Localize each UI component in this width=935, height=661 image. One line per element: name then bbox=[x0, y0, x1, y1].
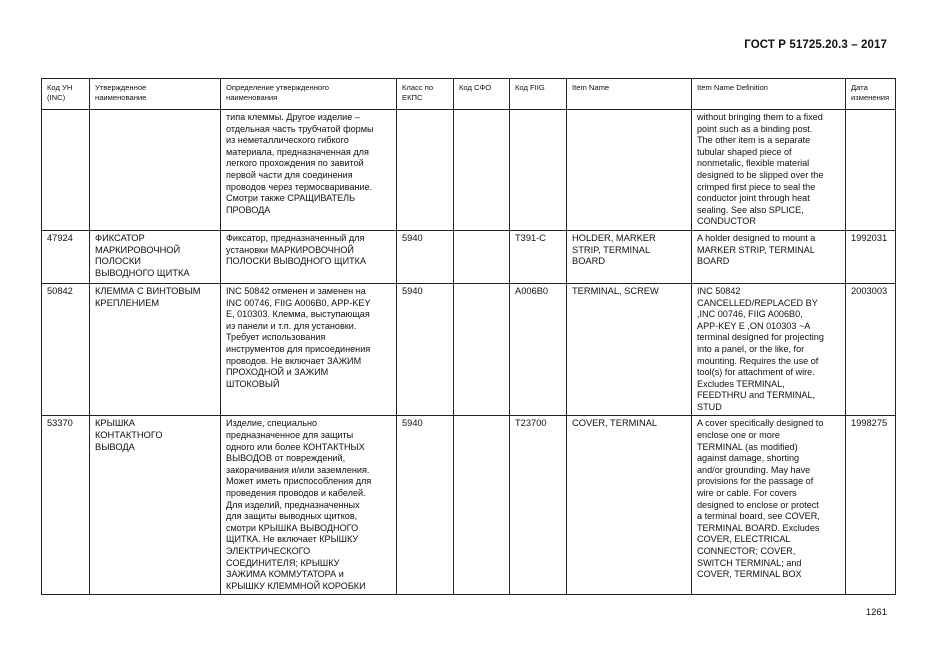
col-header-inc: Код УН (INC) bbox=[42, 79, 90, 110]
cell-text-line: ПРОВОДА bbox=[226, 204, 271, 215]
cell-text-line: without bringing them to a fixed bbox=[697, 112, 823, 122]
cell-text-line: материала, предназначенная для bbox=[226, 146, 369, 157]
cell-text-line: STUD bbox=[697, 401, 722, 412]
cell-text-line: COVER, ELECTRICAL bbox=[697, 534, 791, 545]
cell-text-line: проводов. Не включает ЗАЖИМ bbox=[226, 355, 362, 366]
cell-text-line: nonmetalic, flexible material bbox=[697, 158, 810, 169]
table-row bbox=[42, 230, 896, 283]
cell-text-line: tubular shaped piece of bbox=[697, 146, 792, 157]
cell-text-line: одного или более КОНТАКТНЫХ bbox=[226, 441, 365, 452]
cell-class bbox=[397, 283, 454, 416]
cell-text-line: sealing. See also SPLICE, bbox=[697, 204, 804, 215]
cell-text-line: CANCELLED/REPLACED BY bbox=[697, 297, 818, 308]
cell-sfo bbox=[454, 416, 510, 595]
cell-text-line: TERMINAL BOARD. Excludes bbox=[697, 522, 820, 533]
col-header-def-en: Item Name Definition bbox=[692, 79, 846, 110]
cell-text-line: ВЫВОДНОГО ЩИТКА bbox=[95, 267, 190, 278]
cell-inc bbox=[42, 283, 90, 416]
col-header-fiig: Код FIIG bbox=[510, 79, 567, 110]
cell-class bbox=[397, 230, 454, 283]
cell-text-line: enclose one or more bbox=[697, 430, 780, 441]
cell-item-name bbox=[567, 416, 692, 595]
cell-text-line: 1998275 bbox=[851, 418, 888, 429]
cell-text-line: Фиксатор, предназначенный для bbox=[226, 232, 365, 243]
cell-text-line: INC 50842 отменен и заменен на bbox=[226, 285, 366, 296]
cell-class bbox=[397, 416, 454, 595]
cell-text-line: designed to be slipped over the bbox=[697, 169, 824, 180]
col-header-sfo: Код СФО bbox=[454, 79, 510, 110]
cell-text-line: 5940 bbox=[402, 232, 423, 243]
cell-text-line: 2003003 bbox=[851, 285, 888, 296]
cell-fiig bbox=[510, 416, 567, 595]
cell-text-line: предназначенное для защиты bbox=[226, 430, 354, 441]
col-header-def-ru: Определение утвержденного наименования bbox=[221, 79, 397, 110]
cell-text-line: закорачивания и/или заземления. bbox=[226, 464, 370, 475]
cell-date bbox=[846, 416, 896, 595]
cell-text-line: 53370 bbox=[47, 418, 73, 429]
item-names-table bbox=[41, 78, 896, 595]
cell-text-line: КЛЕММА С ВИНТОВЫМ bbox=[95, 285, 201, 296]
cell-def-ru bbox=[221, 110, 397, 231]
cell-text-line: A holder designed to mount a bbox=[697, 232, 816, 243]
cell-text-line: отдельная часть трубчатой формы bbox=[226, 123, 374, 134]
cell-text-line: MARKER STRIP, TERMINAL bbox=[697, 244, 815, 255]
cell-text-line: для защиты выводных щитков, bbox=[226, 511, 358, 522]
cell-def-ru bbox=[221, 230, 397, 283]
cell-text-line: STRIP, TERMINAL bbox=[572, 244, 651, 255]
cell-text-line: КРЕПЛЕНИЕМ bbox=[95, 297, 160, 308]
cell-text-line: Может иметь приспособления для bbox=[226, 476, 372, 487]
cell-inc bbox=[42, 110, 90, 231]
cell-def-en bbox=[692, 230, 846, 283]
cell-date bbox=[846, 110, 896, 231]
col-header-name-ru: Утвержденное наименование bbox=[90, 79, 221, 110]
cell-inc bbox=[42, 416, 90, 595]
cell-text-line: point such as a binding post. bbox=[697, 123, 813, 134]
cell-text-line: легкого прохождения по завитой bbox=[226, 158, 364, 169]
cell-date bbox=[846, 230, 896, 283]
cell-text-line: T391-C bbox=[515, 232, 547, 243]
table-row bbox=[42, 110, 896, 231]
cell-text-line: A006B0 bbox=[515, 285, 549, 296]
cell-class bbox=[397, 110, 454, 231]
cell-name-ru bbox=[90, 230, 221, 283]
cell-def-ru bbox=[221, 416, 397, 595]
cell-text-line: crimped first piece to seal the bbox=[697, 181, 816, 192]
cell-text-line: conductor joint through heat bbox=[697, 193, 810, 204]
cell-text-line: ЩИТКА. Не включает КРЫШКУ bbox=[226, 534, 359, 545]
cell-text-line: INC 50842 bbox=[697, 285, 741, 296]
cell-text-line: a terminal board, see COVER, bbox=[697, 511, 820, 522]
col-header-date: Дата изменения bbox=[846, 79, 896, 110]
cell-text-line: Для изделий, предназначенных bbox=[226, 499, 360, 510]
cell-text-line: mounting. Requires the use of bbox=[697, 355, 819, 366]
cell-text-line: A cover specifically designed to bbox=[697, 418, 824, 429]
cell-text-line: FEEDTHRU and TERMINAL, bbox=[697, 390, 816, 401]
cell-text-line: ШТОКОВЫЙ bbox=[226, 378, 280, 389]
cell-text-line: установки МАРКИРОВОЧНОЙ bbox=[226, 244, 354, 255]
cell-text-line: T23700 bbox=[515, 418, 547, 429]
cell-sfo bbox=[454, 230, 510, 283]
table-row bbox=[42, 283, 896, 416]
cell-text-line: COVER, TERMINAL bbox=[572, 418, 658, 429]
col-header-class: Класс по ЕКПС bbox=[397, 79, 454, 110]
col-header-item-name: Item Name bbox=[567, 79, 692, 110]
cell-text-line: CONNECTOR; COVER, bbox=[697, 546, 796, 556]
cell-fiig bbox=[510, 283, 567, 416]
cell-def-en bbox=[692, 110, 846, 231]
cell-name-ru bbox=[90, 110, 221, 231]
cell-def-en bbox=[692, 416, 846, 595]
cell-text-line: INC 00746, FIIG A006B0, APP-KEY bbox=[226, 297, 371, 308]
cell-text-line: проводов через термосваривание. bbox=[226, 181, 373, 192]
cell-text-line: COVER, TERMINAL BOX bbox=[697, 569, 802, 580]
standard-title: ГОСТ Р 51725.20.3 – 2017 bbox=[744, 39, 887, 51]
cell-text-line: E, 010303. Клемма, выступающая bbox=[226, 309, 370, 320]
cell-inc bbox=[42, 230, 90, 283]
cell-text-line: 47924 bbox=[47, 232, 73, 243]
cell-text-line: ЗАЖИМА КОММУТАТОРА и bbox=[226, 569, 344, 580]
cell-text-line: into a panel, or the like, for bbox=[697, 343, 805, 354]
page-number: 1261 bbox=[865, 607, 887, 618]
cell-text-line: SWITCH TERMINAL; and bbox=[697, 557, 802, 568]
cell-text-line: 5940 bbox=[402, 418, 423, 429]
cell-text-line: ФИКСАТОР bbox=[95, 232, 145, 243]
cell-text-line: проведения проводов и кабелей. bbox=[226, 488, 366, 499]
cell-text-line: HOLDER, MARKER bbox=[572, 232, 656, 243]
cell-text-line: смотри КРЫШКА ВЫВОДНОГО bbox=[226, 522, 359, 533]
cell-text-line: 50842 bbox=[47, 285, 73, 296]
cell-def-ru bbox=[221, 283, 397, 416]
cell-date bbox=[846, 283, 896, 416]
cell-text-line: designed to enclose or protect bbox=[697, 499, 819, 510]
cell-fiig bbox=[510, 110, 567, 231]
cell-text-line: The other item is a separate bbox=[697, 135, 811, 146]
cell-item-name bbox=[567, 283, 692, 416]
cell-text-line: КРЫШКА bbox=[95, 418, 135, 429]
cell-item-name bbox=[567, 110, 692, 231]
cell-text-line: ВЫВОДОВ от повреждений, bbox=[226, 453, 346, 464]
cell-def-en bbox=[692, 283, 846, 416]
cell-text-line: КРЫШКУ КЛЕММНОЙ КОРОБКИ bbox=[226, 580, 366, 591]
cell-text-line: ВЫВОДА bbox=[95, 441, 135, 452]
cell-text-line: BOARD bbox=[572, 256, 606, 267]
cell-text-line: ,INC 00746, FIIG A006B0, bbox=[697, 309, 803, 320]
cell-text-line: 5940 bbox=[402, 285, 423, 296]
cell-sfo bbox=[454, 110, 510, 231]
cell-name-ru bbox=[90, 416, 221, 595]
cell-text-line: КОНТАКТНОГО bbox=[95, 430, 163, 441]
cell-text-line: against damage, shorting bbox=[697, 453, 800, 464]
cell-text-line: МАРКИРОВОЧНОЙ bbox=[95, 244, 181, 255]
cell-text-line: ПОЛОСКИ bbox=[95, 256, 141, 267]
cell-text-line: из неметаллического гибкого bbox=[226, 135, 349, 146]
cell-fiig bbox=[510, 230, 567, 283]
table-row bbox=[42, 416, 896, 595]
cell-text-line: инструментов для присоединения bbox=[226, 343, 371, 354]
cell-text-line: типа клеммы. Другое изделие – bbox=[226, 112, 360, 122]
cell-text-line: Требует использования bbox=[226, 332, 326, 343]
cell-text-line: ЭЛЕКТРИЧЕСКОГО bbox=[226, 546, 311, 556]
cell-text-line: Excludes TERMINAL, bbox=[697, 378, 785, 389]
cell-text-line: 1992031 bbox=[851, 232, 888, 243]
cell-text-line: APP-KEY E ,ON 010303 ~A bbox=[697, 320, 811, 331]
cell-text-line: BOARD bbox=[697, 256, 730, 267]
cell-text-line: СОЕДИНИТЕЛЯ; КРЫШКУ bbox=[226, 557, 340, 568]
cell-text-line: CONDUCTOR bbox=[697, 216, 756, 227]
cell-text-line: первой части для соединения bbox=[226, 169, 353, 180]
cell-text-line: and/or grounding. May have bbox=[697, 464, 811, 475]
cell-sfo bbox=[454, 283, 510, 416]
cell-text-line: terminal designed for projecting bbox=[697, 332, 824, 343]
cell-name-ru bbox=[90, 283, 221, 416]
cell-text-line: ПОЛОСКИ ВЫВОДНОГО ЩИТКА bbox=[226, 256, 367, 267]
cell-text-line: из панели и т.п. для установки. bbox=[226, 320, 357, 331]
cell-text-line: tool(s) for attachment of wire. bbox=[697, 367, 815, 378]
table-header-row bbox=[42, 79, 896, 110]
cell-text-line: provisions for the passage of bbox=[697, 476, 814, 487]
cell-text-line: TERMINAL, SCREW bbox=[572, 285, 659, 296]
cell-text-line: Смотри также СРАЩИВАТЕЛЬ bbox=[226, 193, 356, 204]
cell-item-name bbox=[567, 230, 692, 283]
cell-text-line: wire or cable. For covers bbox=[697, 488, 797, 499]
cell-text-line: Изделие, специально bbox=[226, 418, 318, 429]
cell-text-line: ПРОХОДНОЙ и ЗАЖИМ bbox=[226, 367, 329, 378]
cell-text-line: TERMINAL (as modified) bbox=[697, 441, 798, 452]
